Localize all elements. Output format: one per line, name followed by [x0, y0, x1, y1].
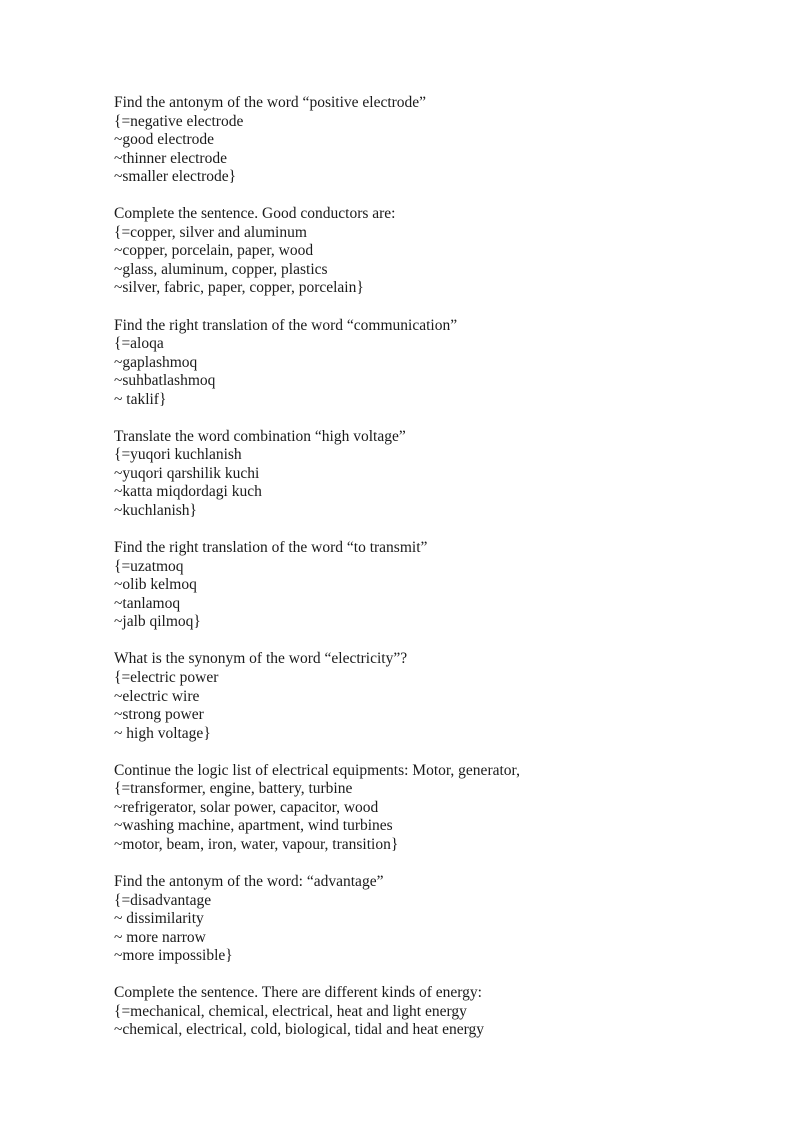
- answer-option: {=negative electrode: [114, 112, 244, 130]
- question-block: [114, 428, 754, 521]
- answer-option: ~chemical, electrical, cold, biological, tidal and heat energy: [114, 1021, 485, 1039]
- answer-option: ~thinner electrode: [114, 149, 227, 167]
- answer-option: ~strong power: [114, 706, 204, 724]
- question-prompt: Find the right translation of the word “communication”: [114, 316, 458, 334]
- answer-option: {=transformer, engine, battery, turbine: [114, 780, 353, 798]
- answer-option: ~smaller electrode}: [114, 168, 237, 186]
- answer-option: {=mechanical, chemical, electrical, heat and light energy: [114, 1002, 467, 1020]
- question-block: [114, 539, 754, 632]
- answer-option: ~olib kelmoq: [114, 576, 197, 594]
- question-block: [114, 873, 754, 966]
- answer-option: ~yuqori qarshilik kuchi: [114, 464, 260, 482]
- answer-option: {=aloqa: [114, 335, 164, 353]
- question-block: [114, 762, 754, 855]
- document-page: [114, 94, 754, 1058]
- question-block: [114, 984, 754, 1040]
- answer-option: {=yuqori kuchlanish: [114, 446, 242, 464]
- answer-option: {=disadvantage: [114, 891, 212, 909]
- answer-option: ~washing machine, apartment, wind turbines: [114, 817, 393, 835]
- answer-option: {=copper, silver and aluminum: [114, 223, 307, 241]
- question-prompt: Find the right translation of the word “to transmit”: [114, 539, 428, 557]
- answer-option: ~copper, porcelain, paper, wood: [114, 242, 314, 260]
- question-block: [114, 94, 754, 187]
- question-prompt: Translate the word combination “high voltage”: [114, 427, 406, 445]
- answer-option: ~gaplashmoq: [114, 353, 198, 371]
- answer-option: ~ dissimilarity: [114, 910, 204, 928]
- answer-option: ~ more narrow: [114, 928, 206, 946]
- question-prompt: What is the synonym of the word “electricity”?: [114, 650, 408, 668]
- answer-option: ~jalb qilmoq}: [114, 613, 201, 631]
- answer-option: ~suhbatlashmoq: [114, 372, 216, 390]
- answer-option: {=uzatmoq: [114, 557, 184, 575]
- answer-option: ~ taklif}: [114, 390, 167, 408]
- question-block: [114, 317, 754, 410]
- answer-option: ~silver, fabric, paper, copper, porcelain}: [114, 279, 364, 297]
- answer-option: ~electric wire: [114, 687, 200, 705]
- answer-option: ~good electrode: [114, 131, 215, 149]
- question-prompt: Find the antonym of the word: “advantage”: [114, 872, 384, 890]
- question-prompt: Complete the sentence. Good conductors are:: [114, 205, 396, 223]
- answer-option: ~katta miqdordagi kuch: [114, 483, 262, 501]
- question-prompt: Find the antonym of the word “positive electrode”: [114, 94, 427, 111]
- answer-option: ~glass, aluminum, copper, plastics: [114, 260, 328, 278]
- question-block: [114, 650, 754, 743]
- answer-option: ~tanlamoq: [114, 594, 181, 612]
- question-prompt: Continue the logic list of electrical equipments: Motor, generator,: [114, 761, 520, 779]
- answer-option: ~motor, beam, iron, water, vapour, transition}: [114, 835, 399, 853]
- answer-option: {=electric power: [114, 668, 219, 686]
- answer-option: ~more impossible}: [114, 947, 233, 965]
- answer-option: ~ high voltage}: [114, 724, 211, 742]
- question-prompt: Complete the sentence. There are different kinds of energy:: [114, 984, 482, 1002]
- question-block: [114, 205, 754, 298]
- answer-option: ~refrigerator, solar power, capacitor, wood: [114, 798, 379, 816]
- answer-option: ~kuchlanish}: [114, 502, 197, 520]
